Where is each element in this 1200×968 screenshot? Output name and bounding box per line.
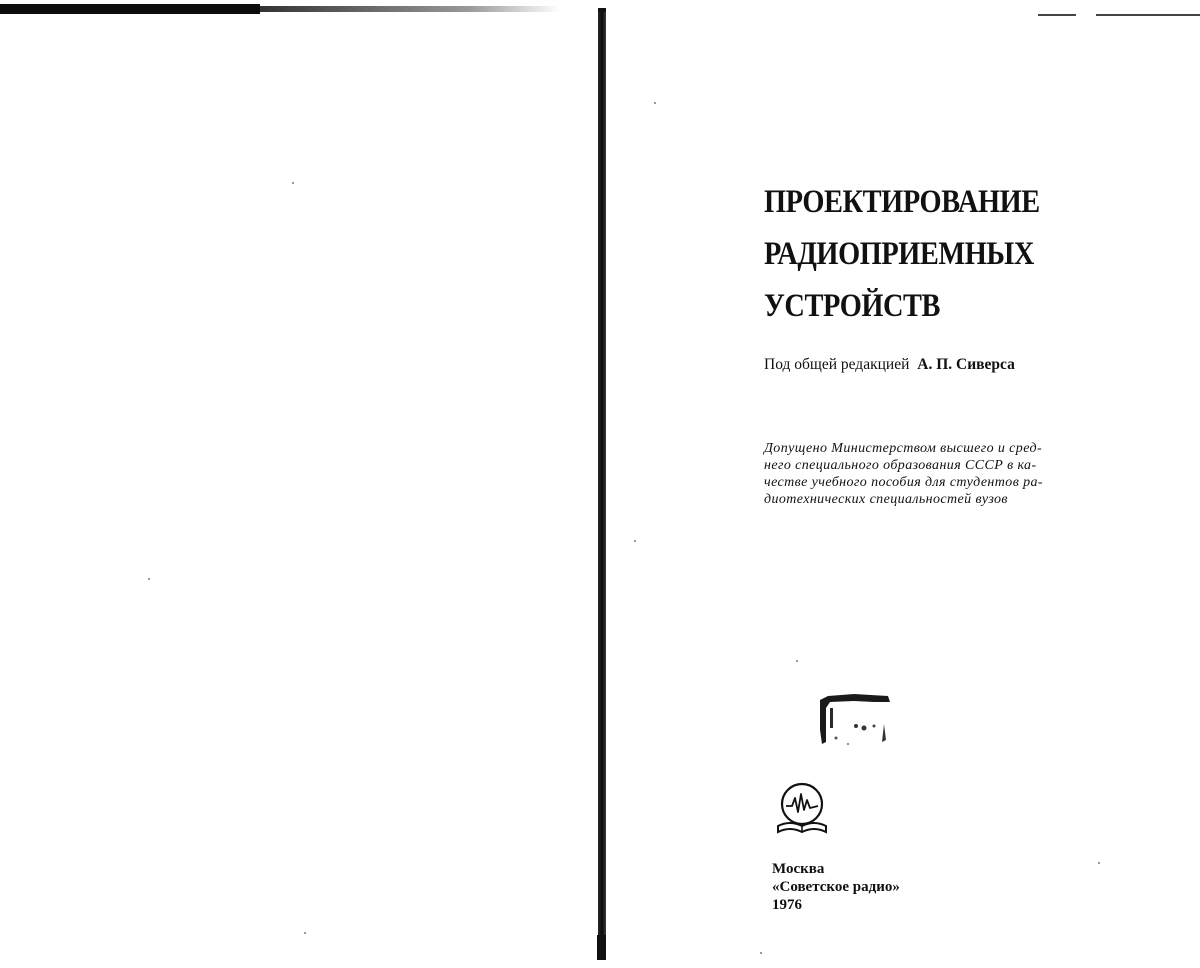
paper-speck <box>760 952 762 954</box>
left-page <box>0 0 598 968</box>
publisher-imprint <box>772 860 900 914</box>
book-title <box>764 176 1125 332</box>
approval-line: него специального образования СССР в ка- <box>764 458 1037 473</box>
approval-line: честве учебного пособия для студентов ра- <box>764 475 1043 490</box>
book-title-line: УСТРОЙСТВ <box>764 288 941 324</box>
editor-prefix: Под общей редакцией <box>764 356 910 373</box>
editor-name: А. П. Сиверса <box>917 356 1015 373</box>
top-edge-shadow-fade <box>260 6 560 12</box>
approval-note <box>764 440 1144 508</box>
book-gutter <box>598 10 606 960</box>
library-stamp-icon <box>814 690 894 750</box>
paper-speck <box>148 578 150 580</box>
imprint-city: Москва <box>772 861 825 877</box>
radio-book-logo-icon <box>774 780 830 840</box>
imprint-publisher: «Советское радио» <box>772 879 900 895</box>
book-title-line: ПРОЕКТИРОВАНИЕ <box>764 184 1040 220</box>
title-page <box>606 0 1200 968</box>
paper-speck <box>654 102 656 104</box>
top-edge-mark <box>1096 14 1200 16</box>
approval-line: диотехнических специальностей вузов <box>764 492 1008 507</box>
top-edge-mark <box>1038 14 1076 16</box>
book-title-line: РАДИОПРИЕМНЫХ <box>764 236 1034 272</box>
paper-speck <box>292 182 294 184</box>
imprint-year: 1976 <box>772 897 802 913</box>
top-edge-shadow <box>0 4 260 14</box>
paper-speck <box>634 540 636 542</box>
paper-speck <box>304 932 306 934</box>
editor-credit <box>764 356 1015 374</box>
paper-speck <box>796 660 798 662</box>
approval-line: Допущено Министерством высшего и сред- <box>764 441 1043 456</box>
paper-speck <box>1098 862 1100 864</box>
